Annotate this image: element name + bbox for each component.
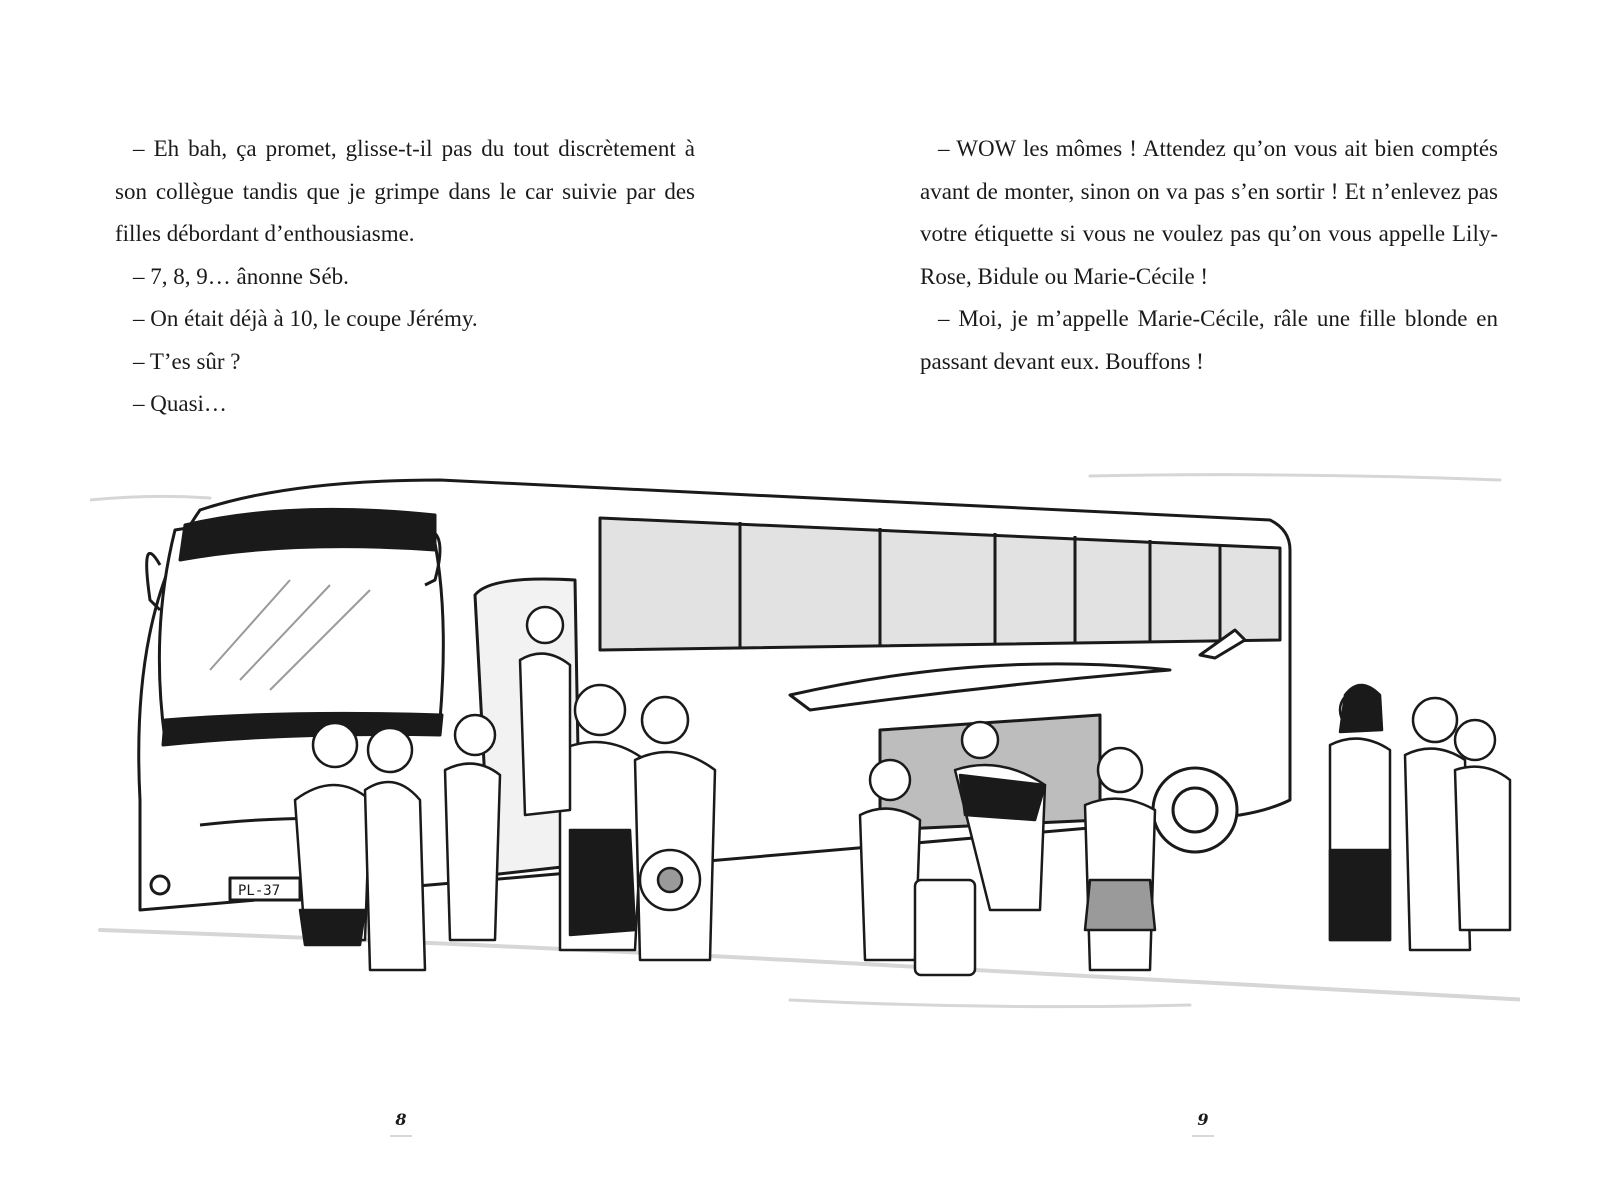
paragraph: – WOW les mômes ! Attendez qu’on vous ait bien comptés avant de monter, sinon on va pas s’en sortir ! Et n’enlevez pas votre étiquette si vous ne voulez pas qu’on vous appelle Lily-Rose, Bidule ou Marie-Cécile !: [920, 136, 1498, 289]
right-text-block: [920, 128, 1498, 383]
paragraph: – Moi, je m’appelle Marie-Cécile, râle une fille blonde en passant devant eux. Bouffons !: [920, 306, 1498, 374]
license-plate-text: PL-37: [238, 883, 281, 899]
dialog-line: – Quasi…: [133, 391, 227, 416]
left-text-block: [115, 128, 695, 426]
dialog-line: – 7, 8, 9… ânonne Séb.: [133, 263, 349, 289]
page-number-left: 8: [386, 1110, 416, 1137]
dialog-line: – T’es sûr ?: [133, 348, 241, 374]
page-number-right: 9: [1188, 1110, 1218, 1137]
paragraph: – Eh bah, ça promet, glisse-t-il pas du tout discrètement à son collègue tandis que je grimpe dans le car suivie par des filles débordant d’enthousiasme.: [115, 136, 695, 246]
dialog-line: – On était déjà à 10, le coupe Jérémy.: [133, 306, 478, 331]
bus-scene-illustration: [90, 470, 1520, 1050]
